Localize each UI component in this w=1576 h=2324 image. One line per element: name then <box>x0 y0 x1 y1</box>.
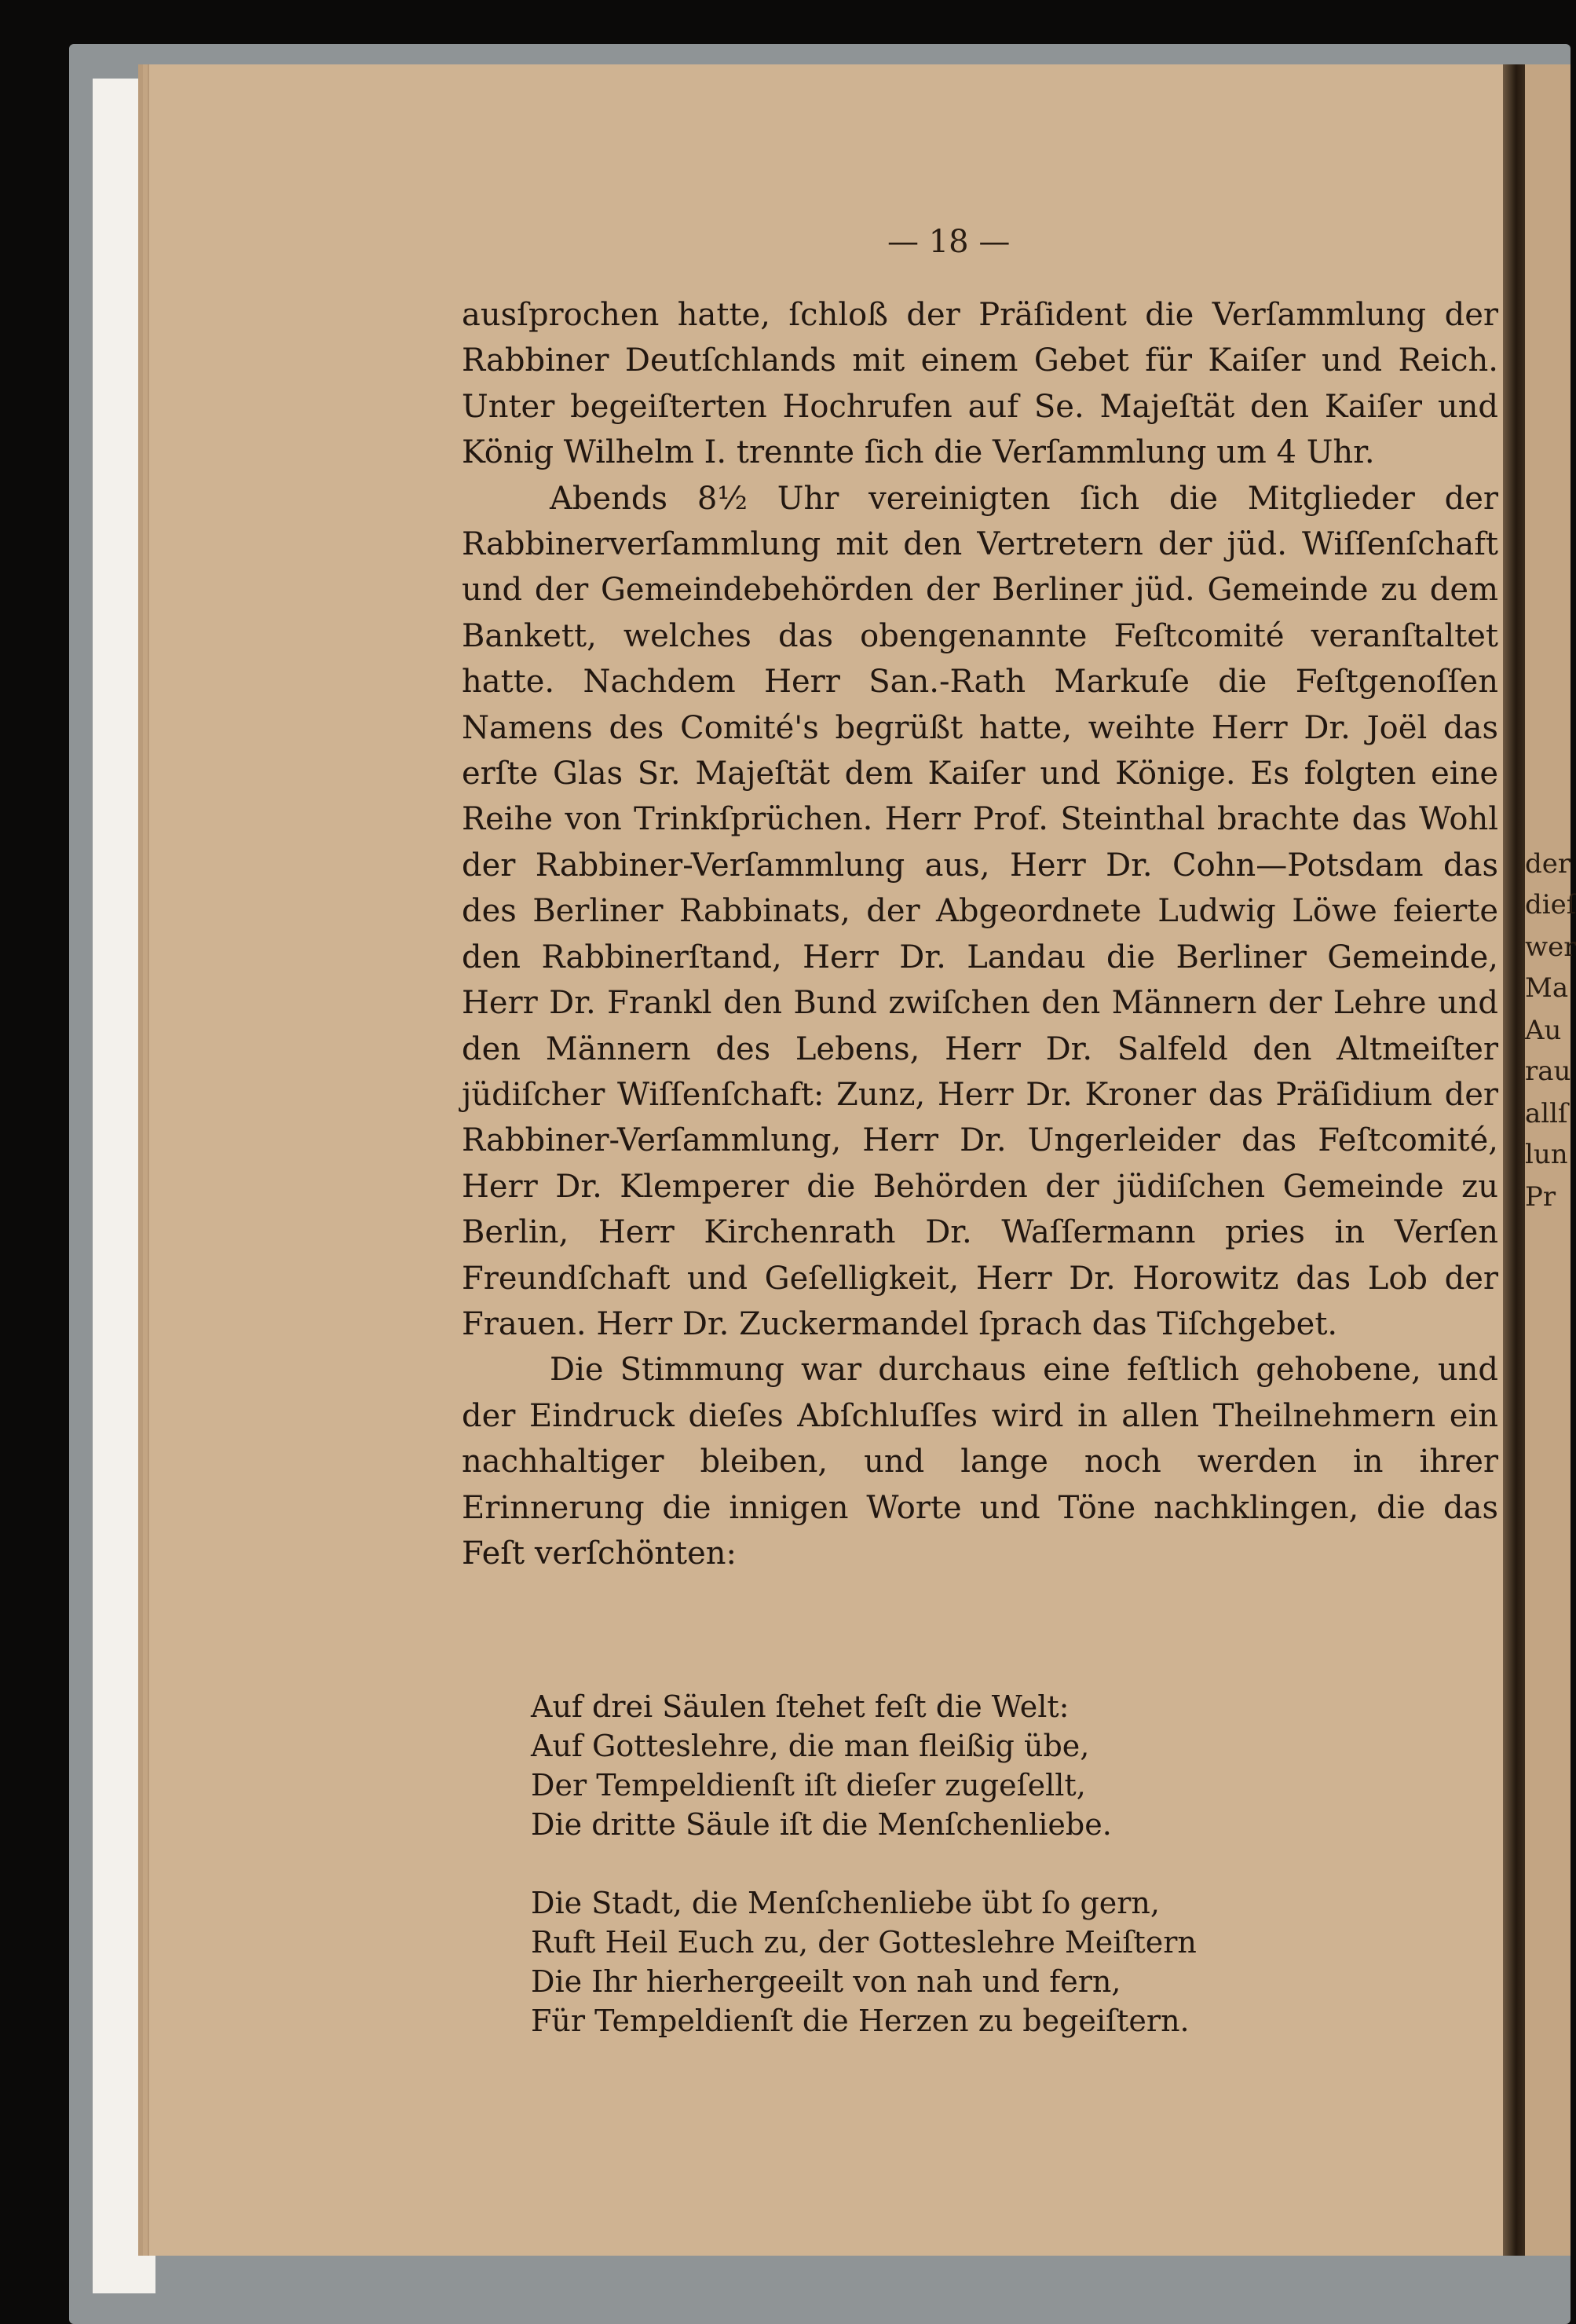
verse-line: Auf Gotteslehre, die man fleißig übe, <box>531 1729 1090 1763</box>
verse-line: Die Ihr hierhergeeilt von nah und fern, <box>531 1964 1121 1999</box>
verse-line: Auf drei Säulen ſtehet feſt die Welt: <box>531 1689 1070 1724</box>
paragraph-1: ausſprochen hatte, ſchloß der Präſident die Verſammlung der Rabbiner Deutſchlands mit einem Gebet für Kaiſer und Reich. Unter begeiſterten Hochrufen auf Se. Majeſtät den Kaiſer und König Wilhelm I. trennte ſich die Verſammlung um 4 Uhr. <box>462 297 1498 471</box>
page-number: — 18 — <box>887 224 1011 260</box>
facing-page-fragment: der <box>1525 848 1571 880</box>
poem-stanza-2 <box>531 1883 1457 2040</box>
book-gutter <box>1503 64 1525 2256</box>
facing-page-fragment: dieſ <box>1525 889 1576 920</box>
facing-page-fragment: wer <box>1525 931 1576 963</box>
verse-line: Der Tempeldienſt iſt dieſer zugeſellt, <box>531 1768 1086 1802</box>
poem <box>531 1687 1457 2080</box>
facing-page-fragment: Ma <box>1525 972 1569 1004</box>
facing-page-fragment: Pr <box>1525 1181 1556 1213</box>
endpaper <box>93 79 155 2293</box>
verse-line: Die Stadt, die Menſchenliebe übt ſo gern, <box>531 1886 1160 1920</box>
paragraph-3: Die Stimmung war durchaus eine feſtlich gehobene, und der Eindruck dieſes Abſchluſſes wird in allen Theilnehmern ein nachhaltiger bleiben, und lange noch werden in ihrer Erinnerung die innigen Worte und Töne nachklingen, die das Feſt verſchönten: <box>462 1352 1498 1572</box>
facing-page <box>1525 64 1576 2256</box>
poem-stanza-1 <box>531 1687 1457 1844</box>
paragraph-2: Abends 8½ Uhr vereinigten ſich die Mitglieder der Rabbinerverſammlung mit den Vertretern der jüd. Wiſſenſchaft und der Gemeindebehörden der Berliner jüd. Gemeinde zu dem Bankett, welches das obengenannte Feſtcomité veranſtaltet hatte. Nachdem Herr San.-Rath Markuſe die Feſtgenoſſen Namens des Comité's begrüßt hatte, weihte Herr Dr. Joël das erſte Glas Sr. Majeſtät dem Kaiſer und Könige. Es folgten eine Reihe von Trinkſprüchen. Herr Prof. Steinthal brachte das Wohl der Rabbiner-Verſammlung aus, Herr Dr. Cohn—Potsdam das des Berliner Rabbinats, der Abgeordnete Ludwig Löwe feierte den Rabbinerſtand, Herr Dr. Landau die Berliner Gemeinde, Herr Dr. Frankl den Bund zwiſchen den Männern der Lehre und den Männern des Lebens, Herr Dr. Salfeld den Altmeiſter jüdiſcher Wiſſenſchaft: Zunz, Herr Dr. Kroner das Präſidium der Rabbiner-Verſammlung, Herr Dr. Ungerleider das Feſtcomité, Herr Dr. Klemperer die Behörden der jüdiſchen Gemeinde zu Berlin, Herr Kirchenrath Dr. Waſſermann pries in Verſen Freundſchaft und Geſelligkeit, Herr Dr. Horowitz das Lob der Frauen. Herr Dr. Zuckermandel ſprach das Tiſchgebet. <box>462 480 1498 1342</box>
verse-line: Für Tempeldienſt die Herzen zu begeiſtern. <box>531 2004 1190 2038</box>
facing-page-fragment: Au <box>1525 1015 1562 1046</box>
body-text <box>462 292 1498 1576</box>
verse-line: Ruft Heil Euch zu, der Gotteslehre Meiſtern <box>531 1925 1197 1960</box>
facing-page-fragment: lun <box>1525 1139 1568 1170</box>
facing-page-fragment: allſ <box>1525 1098 1568 1129</box>
facing-page-fragment: rau <box>1525 1056 1571 1087</box>
verse-line: Die dritte Säule iſt die Menſchenliebe. <box>531 1807 1112 1842</box>
